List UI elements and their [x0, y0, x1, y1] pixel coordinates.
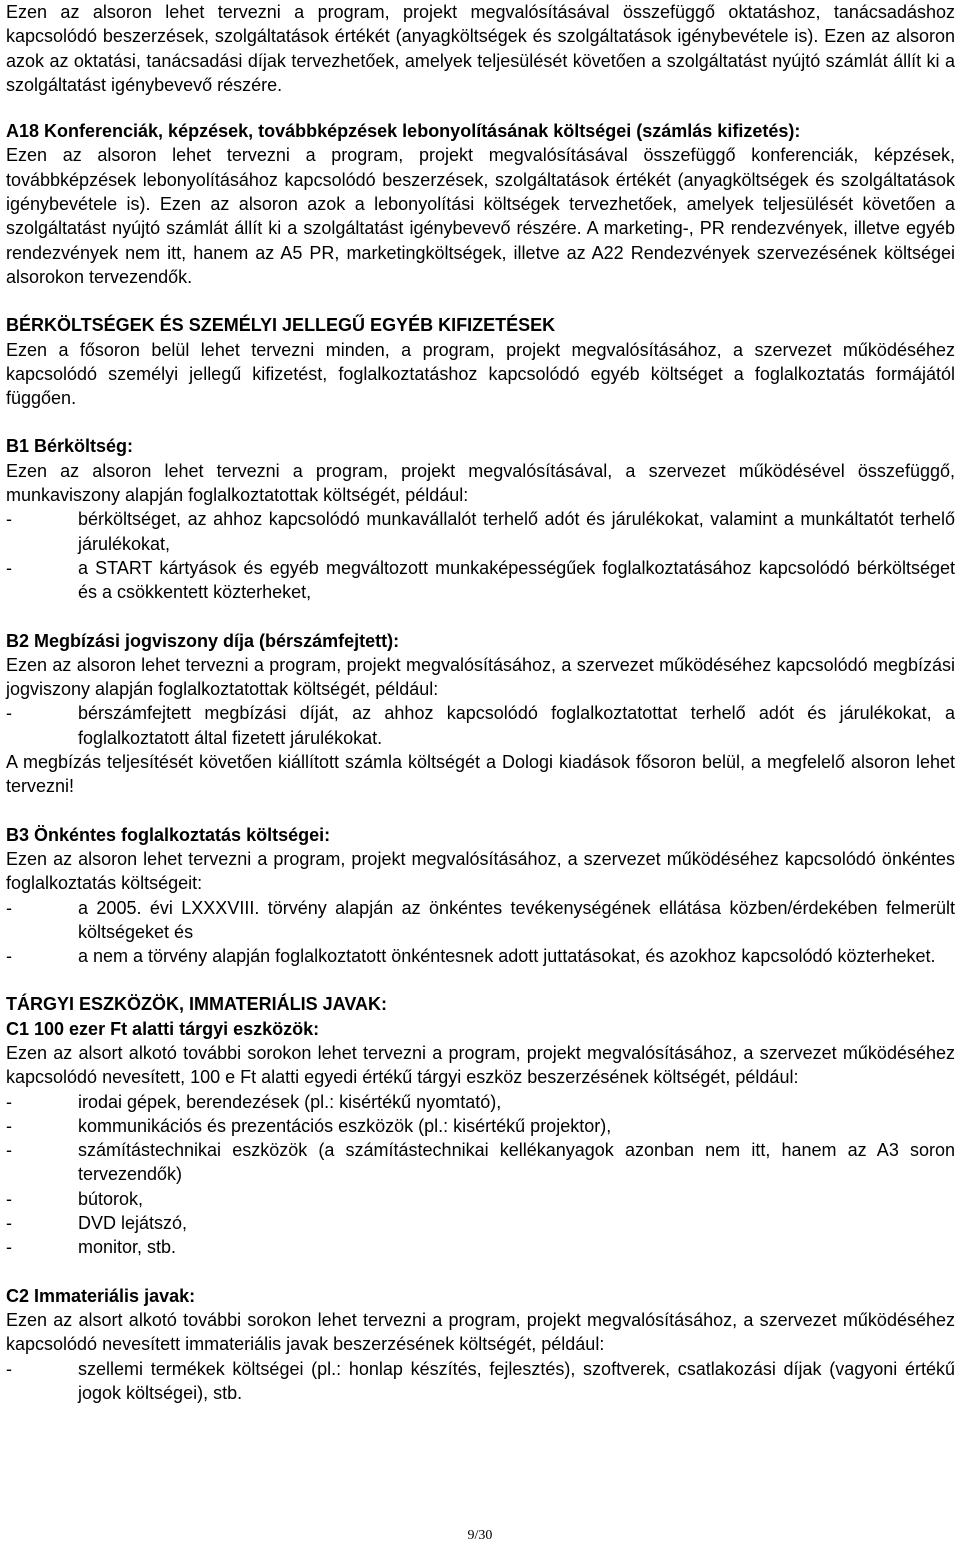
dash-bullet: - — [6, 557, 12, 578]
bullet-list-b2 — [6, 701, 955, 750]
list-item: - DVD lejátszó, — [6, 1211, 955, 1235]
section-body-a18: Ezen az alsoron lehet tervezni a program, projekt megvalósításával összefüggő konferenciák, képzések, továbbképzések lebonyolításához kapcsolódó beszerzések, szolgáltatások értékét (anyagköltségek és szolgáltatások igénybevétele is). Ezen az alsoron azok a lebonyolítási költségek tervezhetőek, amelyek teljesülését követően a szolgáltatást nyújtó számlát állít ki a szolgáltatást igénybevevő részére. A marketing-, PR rendezvények, illetve egyéb rendezvények nem itt, hanem az A5 PR, marketingköltségek, illetve az A22 Rendezvények szervezésének költségei alsorokon tervezendők. — [6, 145, 955, 287]
section-body-b1: Ezen az alsoron lehet tervezni a program, projekt megvalósításával, a szervezet működésével összefüggő, munkaviszony alapján foglalkoztatottak költségét, például: — [6, 460, 955, 506]
section-body-c2: Ezen az alsort alkotó további sorokon lehet tervezni a program, projekt megvalósításához, a szervezet működéséhez kapcsolódó nevesített immateriális javak beszerzésének költségét, például: — [6, 1309, 955, 1355]
section-body-c1: Ezen az alsort alkotó további sorokon lehet tervezni a program, projekt megvalósításához, a szervezet működéséhez kapcsolódó nevesített, 100 e Ft alatti egyedi értékű tárgyi eszköz beszerzésének költségét, például: — [6, 1042, 955, 1088]
list-item: - bérköltséget, az ahhoz kapcsolódó munkavállalót terhelő adót és járulékokat, valamint a munkáltatót terhelő járulékokat, — [6, 509, 955, 554]
list-item: - monitor, stb. — [6, 1235, 955, 1259]
dash-bullet: - — [6, 1115, 12, 1136]
list-item: - a 2005. évi LXXXVIII. törvény alapján az önkéntes tevékenységének ellátása közben/érdekében felmerült költségeket és — [6, 897, 955, 942]
list-item: - irodai gépek, berendezések (pl.: kisértékű nyomtató), — [6, 1090, 955, 1114]
section-b1 — [6, 434, 955, 604]
section-berkoltsegek — [6, 313, 955, 410]
list-item: - szellemi termékek költségei (pl.: honlap készítés, fejlesztés), szoftverek, csatlakozási díjak (vagyoni értékű jogok költségei), stb. — [6, 1358, 955, 1403]
section-body-b3: Ezen az alsoron lehet tervezni a program, projekt megvalósításához, a szervezet működéséhez kapcsolódó önkéntes foglalkoztatás költségeit: — [6, 848, 955, 894]
bullet-list-b1 — [6, 507, 955, 604]
dash-bullet: - — [6, 1358, 12, 1379]
section-b3 — [6, 823, 955, 969]
dash-bullet: - — [6, 509, 12, 530]
bullet-list-c2 — [6, 1357, 955, 1406]
section-note-b2: A megbízás teljesítését követően kiállított számla költségét a Dologi kiadások fősoron belül, a megfelelő alsoron lehet tervezni! — [6, 752, 955, 797]
section-b2 — [6, 629, 955, 799]
bullet-list-c1 — [6, 1090, 955, 1260]
section-heading-c1: C1 100 ezer Ft alatti tárgyi eszközök: — [6, 1018, 320, 1039]
section-c2 — [6, 1284, 955, 1405]
dash-bullet: - — [6, 897, 12, 918]
section-heading-targyi: TÁRGYI ESZKÖZÖK, IMMATERIÁLIS JAVAK: — [6, 994, 387, 1015]
list-item: - bérszámfejtett megbízási díját, az ahhoz kapcsolódó foglalkoztatottat terhelő adót és járulékokat, a foglalkoztatott által fizetett járulékokat. — [6, 703, 955, 748]
dash-bullet: - — [6, 946, 12, 967]
list-item: - számítástechnikai eszközök (a számítástechnikai kellékanyagok azonban nem itt, hanem az A3 soron tervezendők) — [6, 1140, 955, 1185]
section-heading-c2: C2 Immateriális javak: — [6, 1285, 196, 1306]
page-number: 9/30 — [467, 1528, 493, 1543]
section-body-berkoltsegek: Ezen a fősoron belül lehet tervezni minden, a program, projekt megvalósításához, a szervezet működéséhez kapcsolódó személyi jellegű kifizetést, foglalkoztatáshoz kapcsolódó egyéb költséget a foglalkoztatás formájától függően. — [6, 339, 955, 409]
section-heading-a18: A18 Konferenciák, képzések, továbbképzések lebonyolításának költségei (számlás kifizetés): — [6, 121, 801, 142]
dash-bullet: - — [6, 1188, 12, 1209]
dash-bullet: - — [6, 703, 12, 724]
intro-paragraph: Ezen az alsoron lehet tervezni a program, projekt megvalósításával összefüggő oktatáshoz, tanácsadáshoz kapcsolódó beszerzések, szolgáltatások értékét (anyagköltségek és szolgáltatások igénybevétele is). Ezen az alsoron azok az oktatási, tanácsadási díjak tervezhetőek, amelyek teljesülését követően a szolgáltatást nyújtó számlát állít ki a szolgáltatást igénybevevő részére. — [6, 2, 955, 95]
section-heading-b1: B1 Bérköltség: — [6, 436, 134, 457]
dash-bullet: - — [6, 1091, 12, 1112]
dash-bullet: - — [6, 1213, 12, 1234]
dash-bullet: - — [6, 1140, 12, 1161]
section-targyi-eszkozok — [6, 992, 955, 1259]
list-item: - bútorok, — [6, 1187, 955, 1211]
section-heading-b3: B3 Önkéntes foglalkoztatás költségei: — [6, 824, 331, 845]
bullet-list-b3 — [6, 896, 955, 969]
list-item: - a START kártyások és egyéb megváltozott munkaképességűek foglalkoztatásához kapcsolódó bérköltséget és a csökkentett közterheket, — [6, 557, 955, 603]
list-item: - a nem a törvény alapján foglalkoztatott önkéntesnek adott juttatásokat, és azokhoz kapcsolódó közterheket. — [6, 944, 955, 968]
section-heading-b2: B2 Megbízási jogviszony díja (bérszámfejtett): — [6, 630, 400, 651]
dash-bullet: - — [6, 1237, 12, 1258]
section-heading-berkoltsegek: BÉRKÖLTSÉGEK ÉS SZEMÉLYI JELLEGŰ EGYÉB KIFIZETÉSEK — [6, 315, 556, 336]
section-a18 — [6, 119, 955, 289]
section-body-b2: Ezen az alsoron lehet tervezni a program, projekt megvalósításához, a szervezet működéséhez kapcsolódó megbízási jogviszony alapján foglalkoztatottak költségét, például: — [6, 654, 955, 700]
list-item: - kommunikációs és prezentációs eszközök (pl.: kisértékű projektor), — [6, 1114, 955, 1138]
